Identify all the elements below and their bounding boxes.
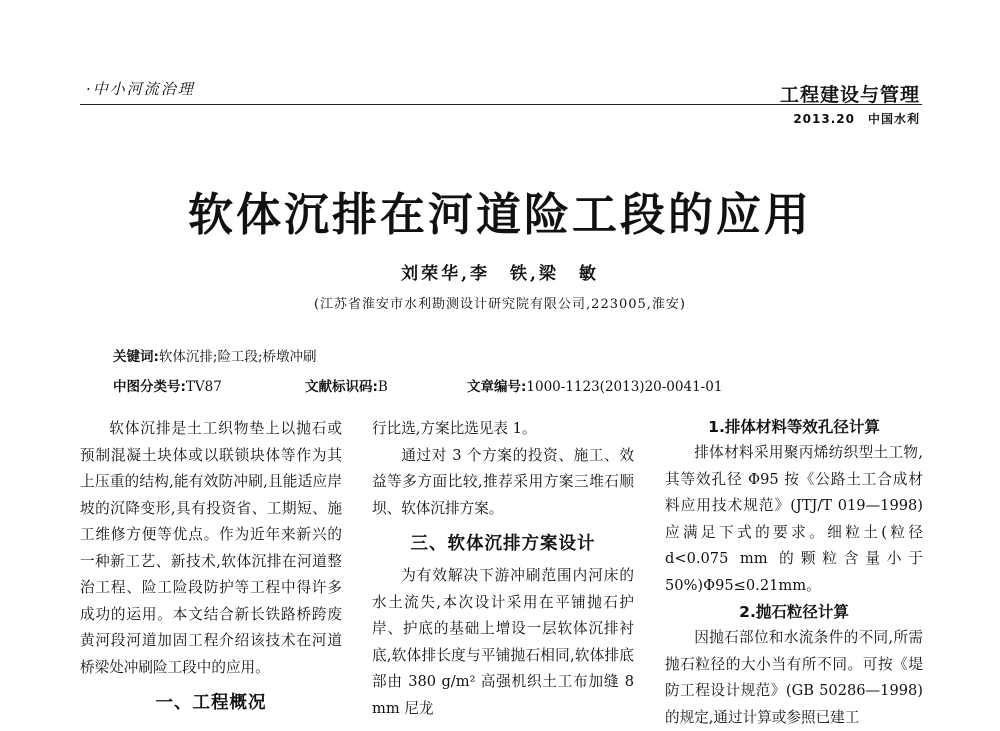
doc-code-label: 文献标识码: (305, 379, 378, 395)
keywords-label: 关键词: (113, 349, 159, 365)
paragraph-riprap-size: 因抛石部位和水流条件的不同,所需抛石粒径的大小当有所不同。可按《堤防工程设计规范》(GB 50286—1998)的规定,通过计算或参照已建工 (665, 629, 923, 726)
clc-label: 中图分类号: (113, 379, 186, 395)
clc-value: TV87 (185, 379, 222, 395)
section-heading-design: 三、软体沉排方案设计 (410, 534, 596, 554)
subheading-riprap-size: 2.抛石粒径计算 (739, 603, 849, 621)
body-column-3 (665, 416, 923, 731)
subheading-aperture: 1.排体材料等效孔径计算 (708, 418, 880, 436)
article-title: 软体沉排在河道险工段的应用 (187, 188, 812, 241)
article-number (467, 375, 722, 395)
article-number-label: 文章编号: (467, 379, 527, 395)
document-code (305, 375, 388, 395)
keywords-line (113, 345, 317, 365)
intro-paragraph: 软体沉排是土工织物垫上以抛石或预制混凝土块体或以联锁块体等作为其上压重的结构,能有效防冲刷,且能适应岸坡的沉降变形,具有投资省、工期短、施工维修方便等优点。作为近年来新兴的一种新工艺、新技术,软体沉排在河道整治工程、险工险段防护等工程中得许多成功的运用。本文结合新长铁路桥跨废黄河段河道加固工程介绍该技术在河道桥梁处冲刷险工段中的应用。 (80, 420, 342, 676)
paragraph-continuation: 行比选,方案比选见表 1。 (372, 420, 537, 437)
clc-number (113, 375, 222, 395)
body-column-1 (80, 416, 342, 722)
doc-code-value: B (377, 379, 388, 395)
paragraph-aperture: 排体材料采用聚丙烯纺织型土工物,其等效孔径 Φ95 按《公路土工合成材料应用技术规范》(JTJ/T 019—1998)应满足下式的要求。细粒土(粒径 d<0.075 mm 的颗粒含量小于 50%)Φ95≤0.21mm。 (665, 444, 923, 594)
paragraph-scheme-comparison: 通过对 3 个方案的投资、施工、效益等多方面比较,推荐采用方案三堆石顺坝、软体沉排方案。 (372, 446, 634, 517)
running-head-section: ·中小河流治理 (86, 80, 195, 98)
keywords-value: 软体沉排;险工段;桥墩冲刷 (158, 349, 317, 365)
body-column-2 (372, 416, 634, 722)
issue-info: 2013.20 中国水利 (793, 112, 920, 126)
section-heading-project-overview: 一、工程概况 (155, 693, 267, 713)
header-rule (80, 104, 922, 105)
article-number-value: 1000-1123(2013)20-0041-01 (526, 379, 723, 395)
journal-section-title: 工程建设与管理 (779, 84, 920, 106)
author-affiliation: (江苏省淮安市水利勘测设计研究院有限公司,223005,淮安) (313, 297, 687, 312)
paragraph-design: 为有效解决下游冲刷范围内河床的水土流失,本次设计采用在平铺抛石护岸、护底的基础上增设一层软体沉排衬底,软体排长度与平铺抛石相同,软体排底部由 380 g/m² 高强机织土工布加缝 8 mm 尼龙 (372, 567, 634, 717)
article-authors: 刘荣华,李 铁,梁 敏 (401, 264, 599, 284)
